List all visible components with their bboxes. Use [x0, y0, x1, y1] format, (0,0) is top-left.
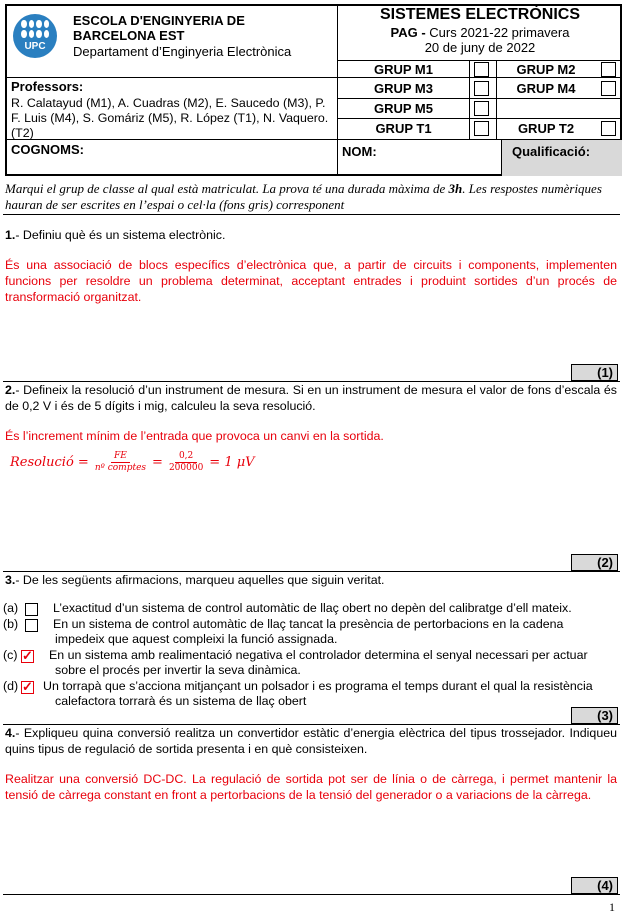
option-d-label: (d): [3, 679, 19, 693]
group-t1-checkbox[interactable]: [474, 121, 489, 136]
answer-1: És una associació de blocs específics d’electrònica que, a partir de circuits i components, implementen funcions per resoldre un problema determinat, acceptant entrades i produint sortides d’un procés de transformació organitzat.: [5, 258, 617, 304]
option-c-checkbox[interactable]: [21, 650, 34, 663]
qualificacio-label: Qualificació:: [512, 144, 591, 159]
group-m5-checkbox[interactable]: [474, 101, 489, 116]
cognoms-label: COGNOMS:: [11, 142, 84, 157]
option-b-checkbox[interactable]: [25, 619, 38, 632]
group-m5-label: GRUP M5: [374, 101, 433, 116]
group-m4-checkbox[interactable]: [601, 81, 616, 96]
instructions-text-2: . Les respostes numèriques hauran de ser escrites en l’espai o cel·la (fons gris) corresponent: [5, 181, 602, 212]
exam-date: 20 de juny de 2022: [424, 40, 536, 55]
question-3-number: 3.: [5, 573, 16, 587]
instructions-duration: 3h: [448, 181, 463, 196]
nom-label: NOM:: [342, 144, 377, 159]
formula-lhs: Resolució =: [10, 454, 89, 470]
score-cell-1[interactable]: (1): [571, 364, 618, 381]
question-1-text: - Definiu què és un sistema electrònic.: [15, 228, 226, 242]
option-a-label: (a): [3, 601, 19, 615]
fraction-2-numerator: 0,2: [175, 451, 197, 463]
group-m2-checkbox[interactable]: [601, 62, 616, 77]
fraction-2-denominator: 200000: [168, 462, 204, 473]
pag-label: PAG -: [390, 25, 426, 40]
grade-cell[interactable]: [501, 140, 622, 176]
group-m2-label: GRUP M2: [516, 62, 576, 77]
option-c-label: (c): [3, 648, 18, 662]
question-3-text: - De les següents afirmacions, marqueu aquelles que siguin veritat.: [15, 573, 385, 587]
group-m3-checkbox[interactable]: [474, 81, 489, 96]
answer-2: És l’increment mínim de l’entrada que provoca un canvi en la sortida.: [5, 429, 384, 443]
group-m1-checkbox[interactable]: [474, 62, 489, 77]
school-name-line2: BARCELONA EST: [73, 28, 185, 43]
exam-header: [5, 4, 622, 176]
group-t1-label: GRUP T1: [375, 121, 432, 136]
fraction-1-numerator: FE: [111, 451, 130, 463]
question-2-text: - Defineix la resolució d’un instrument de mesura. Si en un instrument de mesura el valor de fons d’escala és de 0,2 V i és de 5 dígits i mig, calculeu la seva resolució.: [5, 383, 617, 413]
option-d-text-2: calefactora torrarà és un sistema de llaç obert: [55, 694, 307, 708]
school-name-line1: ESCOLA D'ENGINYERIA DE: [73, 13, 245, 28]
option-c-text: En un sistema amb realimentació negativa el controlador determina el senyal necessari per actuar: [49, 648, 588, 662]
option-a-text: L’exactitud d’un sistema de control automàtic de llaç obert no depèn del calibratge d’ell mateix.: [53, 601, 572, 615]
instructions: [5, 181, 617, 213]
logo-text: UPC: [24, 41, 46, 52]
question-1-number: 1.: [5, 228, 16, 242]
upc-logo: [13, 14, 57, 58]
question-4-number: 4.: [5, 726, 16, 740]
fraction-1-denominator: nº comptes: [94, 462, 147, 473]
question-1: [5, 227, 617, 243]
fraction-2: [169, 451, 203, 474]
question-3: [5, 572, 617, 588]
option-b-label: (b): [3, 617, 19, 631]
option-d-text: Un torrapà que s’acciona mitjançant un polsador i es programa el temps durant el qual la resistència: [43, 679, 593, 693]
option-a[interactable]: [3, 601, 617, 617]
course-title: SISTEMES ELECTRÒNICS: [379, 6, 581, 23]
group-m1-label: GRUP M1: [374, 62, 433, 77]
question-2: [5, 382, 617, 414]
option-d[interactable]: [3, 679, 617, 710]
page-number: 1: [609, 900, 615, 914]
professors-list: R. Calatayud (M1), A. Cuadras (M2), E. Saucedo (M3), P. F. Luis (M4), S. Gomáriz (M5), R. López (T1), N. Vaquero. (T2): [11, 96, 329, 140]
score-cell-2[interactable]: (2): [571, 554, 618, 571]
question-2-number: 2.: [5, 383, 16, 397]
fraction-1: [95, 451, 146, 474]
option-b[interactable]: [3, 617, 617, 648]
option-a-checkbox[interactable]: [25, 603, 38, 616]
department-name: Departament d’Enginyeria Electrònica: [73, 44, 292, 59]
option-d-checkbox[interactable]: [21, 681, 34, 694]
group-t2-label: GRUP T2: [517, 121, 575, 136]
group-m4-label: GRUP M4: [516, 81, 576, 96]
score-cell-4[interactable]: (4): [571, 877, 618, 894]
formula-result: = 1 μV: [209, 454, 255, 470]
group-m3-label: GRUP M3: [374, 81, 433, 96]
group-t2-checkbox[interactable]: [601, 121, 616, 136]
option-c-text-2: sobre el procés per invertir la seva dinàmica.: [55, 663, 301, 677]
course-period: [338, 25, 622, 40]
period-text: Curs 2021-22 primavera: [425, 25, 570, 40]
option-b-text: En un sistema de control automàtic de llaç tancat la presència de pertorbacions en la cadena: [53, 617, 564, 631]
resolution-formula: [10, 446, 255, 478]
answer-4: Realitzar una conversió DC-DC. La regulació de sortida pot ser de línia o de càrrega, i permet mantenir la tensió de càrrega constant en front a pertorbacions de la tensió del generador o a variacions de la càrrega.: [5, 772, 617, 802]
question-4-text: - Expliqueu quina conversió realitza un convertidor estàtic d’energia elèctrica del tipus trossejador. Indiqueu quins tipus de regulació de sortida presenta i en què consisteixen.: [5, 726, 617, 756]
option-c[interactable]: [3, 648, 617, 679]
question-4: [5, 725, 617, 757]
option-b-text-2: impedeix que aquest compleixi la funció assignada.: [55, 632, 338, 646]
formula-equals: =: [152, 454, 163, 470]
professors-label: Professors:: [11, 79, 84, 94]
instructions-text: Marqui el grup de classe al qual està matriculat. La prova té una durada màxima de: [5, 181, 449, 196]
score-cell-3[interactable]: (3): [571, 707, 618, 724]
